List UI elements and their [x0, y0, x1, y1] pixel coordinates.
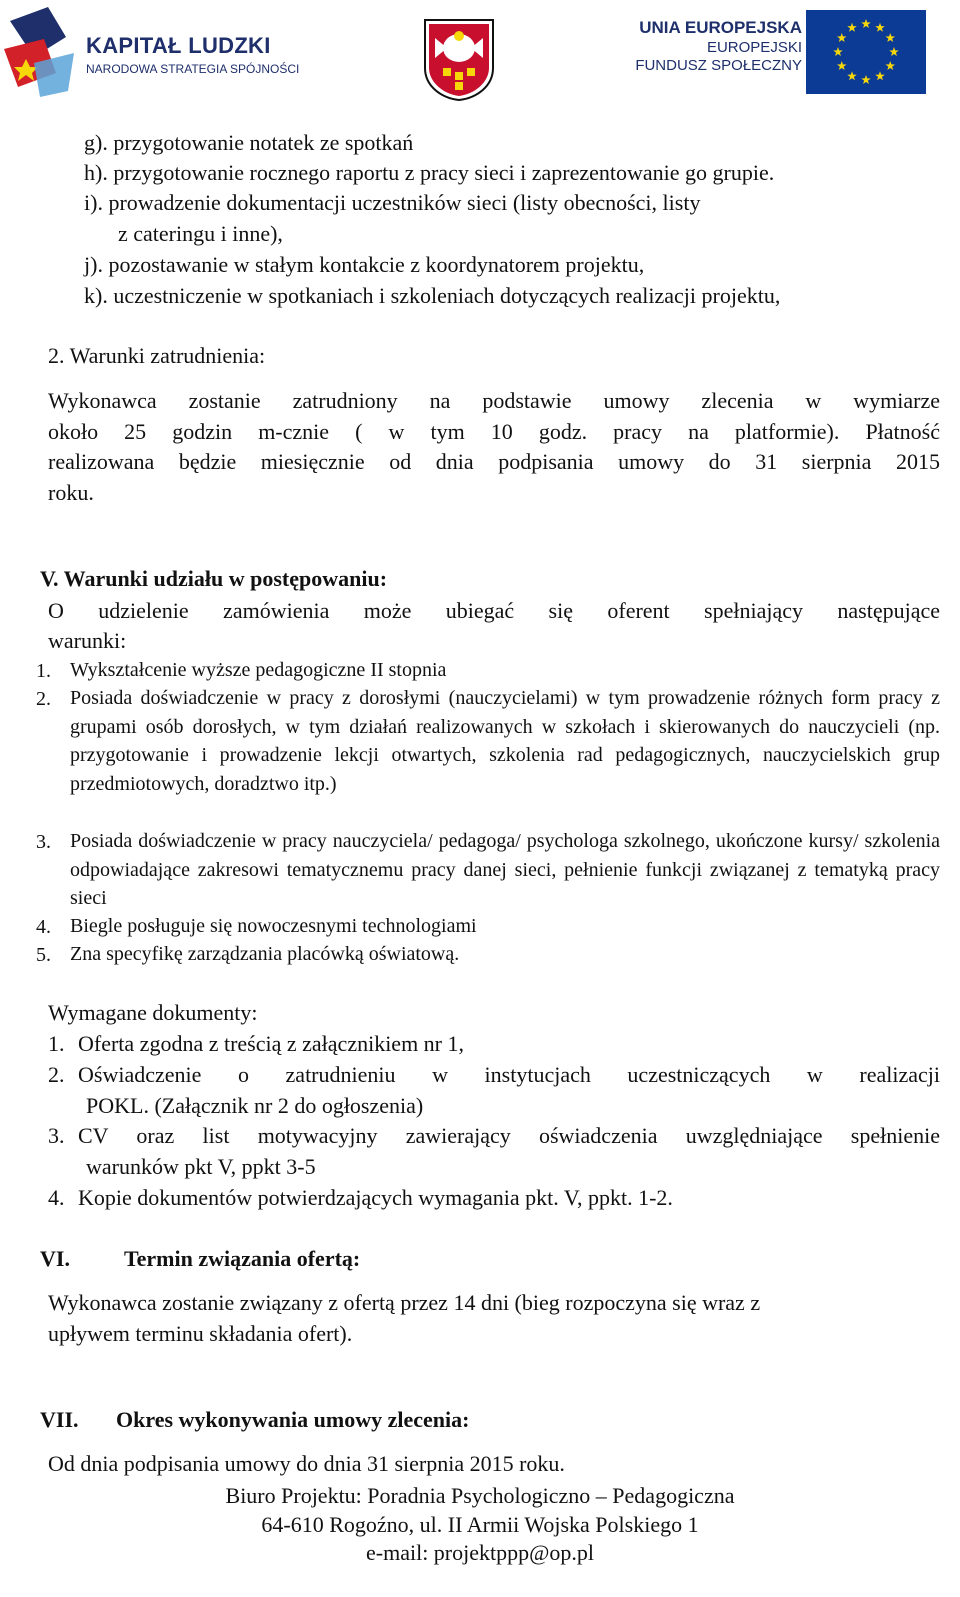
- task-item-i: i). prowadzenie dokumentacji uczestników sieci (listy obecności, listy: [84, 190, 701, 215]
- eu-fund-label-1: EUROPEJSKI: [706, 39, 802, 56]
- document-item: CV oraz list motywacyjny zawierający oświadczenia uwzględniające spełnienie: [78, 1123, 940, 1148]
- condition-number: 2.: [36, 688, 51, 710]
- documents-heading: Wymagane dokumenty:: [48, 1000, 258, 1025]
- document-item-continued: POKL. (Załącznik nr 2 do ogłoszenia): [86, 1093, 424, 1118]
- employment-line-1: Wykonawca zostanie zatrudniony na podstawie umowy zlecenia w wymiarze: [48, 388, 940, 413]
- eu-flag-icon: [806, 10, 926, 94]
- kapital-ludzki-logo: [4, 3, 300, 99]
- document-item: Kopie dokumentów potwierdzających wymagania pkt. V, ppkt. 1-2.: [78, 1185, 673, 1210]
- document-item-continued: warunków pkt V, ppkt 3-5: [86, 1154, 316, 1179]
- employment-line-2: około 25 godzin m-cznie ( w tym 10 godz. pracy na platformie). Płatność: [48, 419, 940, 444]
- document-number: 1.: [48, 1031, 65, 1056]
- page-header: [0, 0, 960, 110]
- document-number: 2.: [48, 1062, 65, 1087]
- section-v-intro-line-1: O udzielenie zamówienia może ubiegać się oferent spełniający następujące: [48, 598, 940, 623]
- footer-email: e-mail: projektppp@op.pl: [366, 1540, 594, 1565]
- eu-text-block: [612, 18, 802, 74]
- footer-office: Biuro Projektu: Poradnia Psychologiczno – Pedagogiczna: [225, 1483, 735, 1508]
- section-vi-line-1: Wykonawca zostanie związany z ofertą przez 14 dni (bieg rozpoczyna się wraz z: [48, 1290, 761, 1315]
- task-item-h: h). przygotowanie rocznego raportu z pracy sieci i zaprezentowanie go grupie.: [84, 160, 775, 185]
- document-number: 3.: [48, 1123, 65, 1148]
- eu-union-label: UNIA EUROPEJSKA: [639, 18, 802, 37]
- section-vii-heading: Okres wykonywania umowy zlecenia:: [116, 1407, 470, 1432]
- employment-line-4: roku.: [48, 480, 94, 505]
- condition-item: Biegle posługuje się nowoczesnymi technologiami: [70, 915, 477, 937]
- task-item-g: g). przygotowanie notatek ze spotkań: [84, 130, 414, 155]
- section-vi-number: VI.: [40, 1246, 70, 1271]
- condition-item: Wykształcenie wyższe pedagogiczne II stopnia: [70, 659, 447, 681]
- condition-number: 5.: [36, 944, 51, 966]
- document-number: 4.: [48, 1185, 65, 1210]
- eu-fund-label-2: FUNDUSZ SPOŁECZNY: [635, 57, 802, 74]
- section-v-intro-line-2: warunki:: [48, 628, 127, 653]
- employment-heading: 2. Warunki zatrudnienia:: [48, 343, 266, 368]
- kapital-ludzki-title: KAPITAŁ LUDZKI: [86, 33, 271, 58]
- condition-number: 1.: [36, 660, 51, 682]
- document-item: Oświadczenie o zatrudnieniu w instytucjach uczestniczących w realizacji: [78, 1062, 940, 1087]
- condition-item: Posiada doświadczenie w pracy nauczyciela/ pedagoga/ psychologa szkolnego, ukończone kursy/ szkolenia odpowiadające zakresowi tematycznemu pracy danej sieci, pełnienie funkcji związanej z tematyką pracy sieci: [70, 830, 940, 909]
- condition-number: 3.: [36, 831, 51, 853]
- section-v-heading: V. Warunki udziału w postępowaniu:: [40, 566, 388, 591]
- section-vi-heading: Termin związania ofertą:: [124, 1246, 361, 1271]
- section-vii-line-1: Od dnia podpisania umowy do dnia 31 sierpnia 2015 roku.: [48, 1451, 565, 1476]
- task-item-i-continued: z cateringu i inne),: [118, 221, 283, 246]
- section-vi-line-2: upływem terminu składania ofert).: [48, 1321, 353, 1346]
- section-vii-number: VII.: [40, 1407, 79, 1432]
- employment-line-3: realizowana będzie miesięcznie od dnia podpisania umowy do 31 sierpnia 2015: [48, 449, 940, 474]
- task-item-k: k). uczestniczenie w spotkaniach i szkoleniach dotyczących realizacji projektu,: [84, 283, 781, 308]
- coat-of-arms-icon: [423, 18, 495, 102]
- kapital-ludzki-subtitle: NARODOWA STRATEGIA SPÓJNOŚCI: [86, 62, 300, 76]
- condition-item: Zna specyfikę zarządzania placówką oświatową.: [70, 943, 460, 965]
- footer-address: 64-610 Rogoźno, ul. II Armii Wojska Polskiego 1: [261, 1512, 699, 1537]
- task-item-j: j). pozostawanie w stałym kontakcie z koordynatorem projektu,: [84, 252, 645, 277]
- condition-item: Posiada doświadczenie w pracy z dorosłymi (nauczycielami) w tym prowadzenie różnych form pracy z grupami osób dorosłych, w tym działań realizowanych w szkołach i skierowanych do nauczycieli (np. przygotowanie i prowadzenie lekcji otwartych, szkolenia rad pedagogicznych, nauczycielskich grup przedmiotowych, doradztwo itp.): [70, 687, 940, 795]
- kapital-ludzki-emblem-icon: [4, 3, 84, 99]
- document-item: Oferta zgodna z treścią z załącznikiem nr 1,: [78, 1031, 465, 1056]
- condition-number: 4.: [36, 916, 51, 938]
